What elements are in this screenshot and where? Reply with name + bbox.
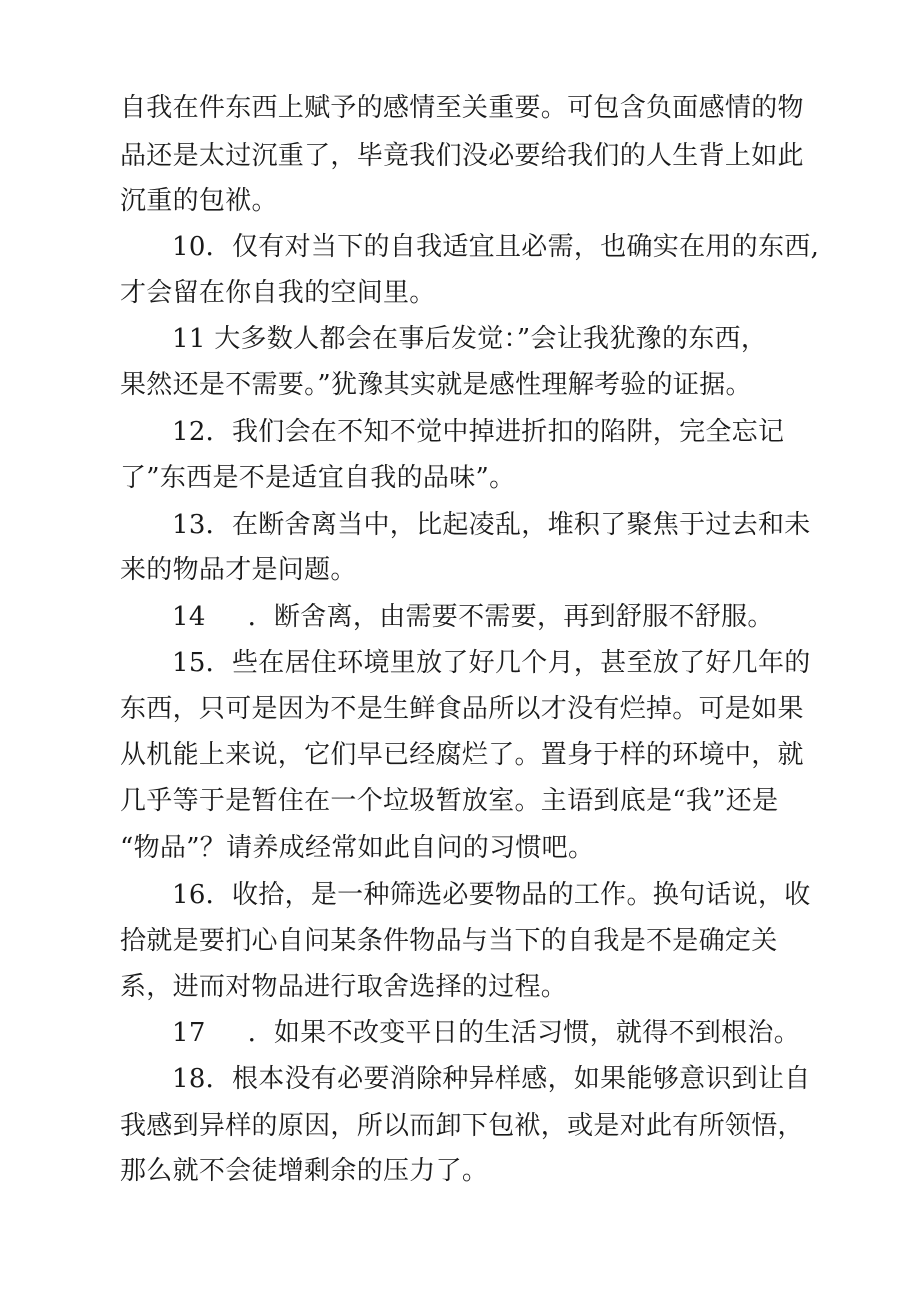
text-line: 系，进而对物品进行取舍选择的过程。 — [120, 972, 568, 1002]
item-text: ．断舍离，由需要不需要，再到舒服不舒服。 — [247, 602, 774, 632]
text-line: 来的物品才是问题。 — [120, 555, 357, 585]
list-item-18: 18．根本没有必要消除种异样感，如果能够意识到让自 — [172, 1064, 811, 1094]
text-line: 几乎等于是暂住在一个垃圾暂放室。主语到底是“我”还是 — [120, 786, 779, 816]
list-item-10: 10．仅有对当下的自我适宜且必需，也确实在用的东西, — [172, 232, 820, 262]
list-item-17 — [172, 1017, 800, 1049]
text-line: “物品”？请养成经常如此自问的习惯吧。 — [120, 833, 595, 863]
item-text: ．如果不改变平日的生活习惯，就得不到根治。 — [247, 1018, 800, 1048]
text-line: 才会留在你自我的空间里。 — [120, 278, 436, 308]
text-line: 东西，只可是因为不是生鲜食品所以才没有烂掉。可是如果 — [120, 694, 804, 724]
text-line: 拾就是要扪心自问某条件物品与当下的自我是不是确定关 — [120, 926, 778, 956]
list-item-15: 15．些在居住环境里放了好几个月，甚至放了好几年的 — [172, 648, 811, 678]
item-number: 14 — [172, 602, 206, 632]
text-line: 沉重的包袱。 — [120, 186, 278, 216]
text-line: 果然还是不需要。”犹豫其实就是感性理解考验的证据。 — [120, 370, 752, 400]
text-line: 我感到异样的原因，所以而卸下包袱，或是对此有所领悟， — [120, 1111, 804, 1141]
text-line: 那么就不会徒增剩余的压力了。 — [120, 1156, 489, 1186]
text-line: 了”东西是不是适宜自我的品味”。 — [120, 463, 516, 493]
text-line: 从机能上来说，它们早已经腐烂了。置身于样的环境中，就 — [120, 740, 804, 770]
text-line: 自我在件东西上赋予的感情至关重要。可包含负面感情的物 — [120, 93, 804, 123]
list-item-12: 12．我们会在不知不觉中掉进折扣的陷阱，完全忘记 — [172, 417, 785, 447]
text-line: 品还是太过沉重了，毕竟我们没必要给我们的人生背上如此 — [120, 141, 804, 171]
list-item-14 — [172, 601, 774, 633]
list-item-16: 16．收拾，是一种筛选必要物品的工作。换句话说，收 — [172, 880, 811, 910]
item-number: 17 — [172, 1018, 206, 1048]
list-item-13: 13．在断舍离当中，比起凌乱，堆积了聚焦于过去和未 — [172, 510, 811, 540]
list-item-11: 11 大多数人都会在事后发觉：”会让我犹豫的东西， — [172, 324, 768, 354]
